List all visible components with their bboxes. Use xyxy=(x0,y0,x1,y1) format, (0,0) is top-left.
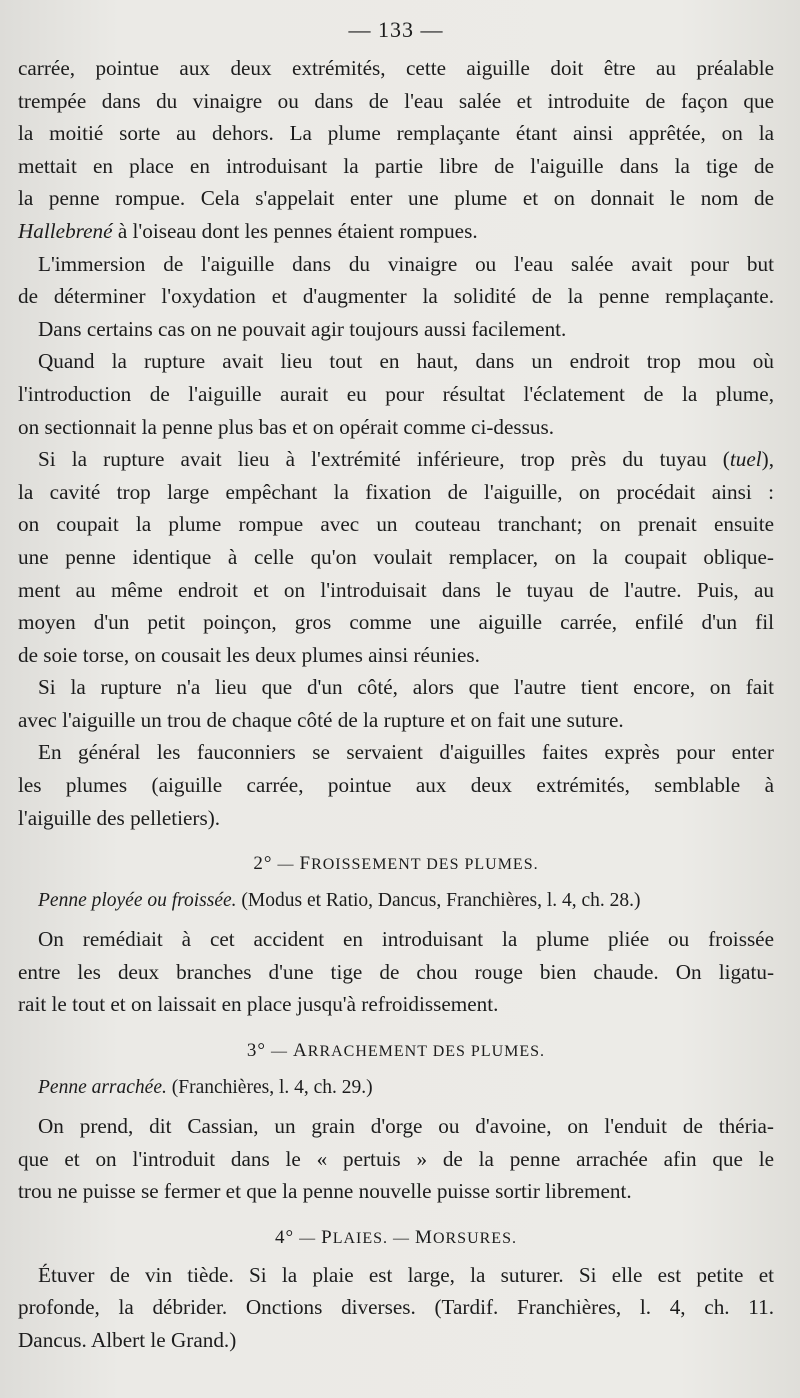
text-line: trempée dans du vinaigre ou dans de l'eau salée et introduite de façon que xyxy=(18,88,774,113)
section-title-rest: ROISSEMENT DES PLUMES. xyxy=(311,856,539,874)
section-title-rest: ORSURES. xyxy=(432,1229,517,1247)
paragraph-needle-preparation xyxy=(18,52,774,248)
paragraph-rupture-bottom xyxy=(18,443,774,671)
section-heading-plaies-morsures xyxy=(18,1222,774,1255)
section-title-rest: RRACHEMENT DES PLUMES. xyxy=(307,1043,546,1061)
section-dash: — xyxy=(277,856,295,874)
reference-sources: (Modus et Ratio, Dancus, Franchières, l. 4, ch. 28.) xyxy=(236,890,641,912)
text-line: on coupait la plume rompue avec un couteau tranchant; on prenait ensuite xyxy=(18,512,774,537)
text-line: ment au même endroit et on l'introduisait dans le tuyau de l'autre. Puis, au xyxy=(18,577,774,602)
section-number: 2° xyxy=(253,853,273,875)
text-line: de soie torse, on cousait les deux plumes ainsi réunies. xyxy=(18,642,480,667)
section-title-initial: M xyxy=(415,1226,433,1248)
text-line: la cavité trop large empêchant la fixation de l'aiguille, on procédait ainsi : xyxy=(18,479,774,504)
paragraph-plaies xyxy=(18,1259,774,1357)
paragraph-falconers-needles xyxy=(18,736,774,834)
section-heading-arrachement xyxy=(18,1035,774,1068)
text-fragment: ), xyxy=(761,447,774,472)
text-line: une penne identique à celle qu'on voulait remplacer, on la coupait oblique- xyxy=(18,544,774,569)
text-line: Étuver de vin tiède. Si la plaie est large, la suturer. Si elle est petite et xyxy=(38,1262,774,1287)
text-line: moyen d'un petit poinçon, gros comme une aiguille carrée, enfilé d'un fil xyxy=(18,610,774,635)
text-line: trou ne puisse se fermer et que la penne nouvelle puisse sortir librement. xyxy=(18,1179,632,1204)
text-line: que et on l'introduit dans le « pertuis » de la penne arrachée afin que le xyxy=(18,1146,774,1171)
section-dash: — xyxy=(299,1229,317,1247)
text-line xyxy=(18,443,774,476)
text-line: On remédiait à cet accident en introduisant la plume pliée ou froissée xyxy=(38,927,774,952)
text-line: mettait en place en introduisant la partie libre de l'aiguille dans la tige de xyxy=(18,153,774,178)
text-line: avec l'aiguille un trou de chaque côté de la rupture et on fait une suture. xyxy=(18,707,624,732)
section-title-initial: F xyxy=(299,853,312,875)
text-line: l'aiguille des pelletiers). xyxy=(18,805,221,830)
text-fragment: à l'oiseau dont les pennes étaient rompues. xyxy=(112,218,478,243)
paragraph-arrachement xyxy=(18,1110,774,1208)
section-title-initial: P xyxy=(321,1226,333,1248)
text-line: Dancus. Albert le Grand.) xyxy=(18,1328,237,1352)
section-reference xyxy=(18,885,774,917)
text-line: On prend, dit Cassian, un grain d'orge ou d'avoine, on l'enduit de théria- xyxy=(38,1114,774,1139)
text-line: la penne rompue. Cela s'appelait enter une plume et on donnait le nom de xyxy=(18,186,774,211)
section-title-rest: LAIES. xyxy=(332,1229,389,1247)
paragraph-immersion xyxy=(18,248,774,313)
text-line: carrée, pointue aux deux extrémités, cette aiguille doit être au préalable xyxy=(18,56,774,80)
text-line: on sectionnait la penne plus bas et on opérait comme ci-dessus. xyxy=(18,414,555,439)
section-number: 4° xyxy=(275,1226,295,1248)
italic-term-hallebrene: Hallebrené xyxy=(18,218,113,243)
text-line: Quand la rupture avait lieu tout en haut, dans un endroit trop mou où xyxy=(38,349,774,374)
text-line: profonde, la débrider. Onctions diverses. (Tardif. Franchières, l. 4, ch. 11. xyxy=(18,1295,774,1320)
reference-title: Penne arrachée. xyxy=(38,1077,167,1099)
paragraph-rupture-top xyxy=(18,345,774,443)
text-line: rait le tout et on laissait en place jusqu'à refroidissement. xyxy=(18,992,499,1017)
section-dash: — xyxy=(271,1043,289,1061)
text-line: L'immersion de l'aiguille dans du vinaigre ou l'eau salée avait pour but xyxy=(38,251,774,276)
page-number: — 133 — xyxy=(348,17,444,42)
text-line: Dans certains cas on ne pouvait agir toujours aussi facilement. xyxy=(38,316,567,341)
text-fragment: Si la rupture avait lieu à l'extrémité inférieure, trop près du tuyau ( xyxy=(38,447,730,472)
paragraph-certain-cases xyxy=(18,313,774,346)
text-line: Si la rupture n'a lieu que d'un côté, alors que l'autre tient encore, on fait xyxy=(38,675,774,700)
text-line: les plumes (aiguille carrée, pointue aux deux extrémités, semblable à xyxy=(18,773,774,798)
text-line: la moitié sorte au dehors. La plume remplaçante étant ainsi apprêtée, on la xyxy=(18,121,774,146)
section-number: 3° xyxy=(246,1040,267,1062)
text-line: En général les fauconniers se servaient d'aiguilles faites exprès pour enter xyxy=(38,740,774,765)
reference-title: Penne ployée ou froissée. xyxy=(38,890,237,912)
paragraph-froissement xyxy=(18,923,774,1021)
section-reference xyxy=(18,1072,774,1104)
text-line: entre les deux branches d'une tige de chou rouge bien chaude. On ligatu- xyxy=(18,959,774,984)
text-line: de déterminer l'oxydation et d'augmenter la solidité de la penne remplaçante. xyxy=(18,284,774,309)
section-dash: — xyxy=(393,1229,411,1247)
paragraph-one-side-rupture xyxy=(18,671,774,736)
page-content xyxy=(18,14,774,1357)
text-line xyxy=(18,215,774,248)
reference-sources: (Franchières, l. 4, ch. 29.) xyxy=(166,1077,373,1099)
section-heading-froissement xyxy=(18,848,774,881)
section-title-initial: A xyxy=(293,1040,308,1062)
text-line: l'introduction de l'aiguille aurait eu pour résultat l'éclatement de la plume, xyxy=(18,381,774,406)
italic-term-tuel: tuel xyxy=(729,447,762,472)
